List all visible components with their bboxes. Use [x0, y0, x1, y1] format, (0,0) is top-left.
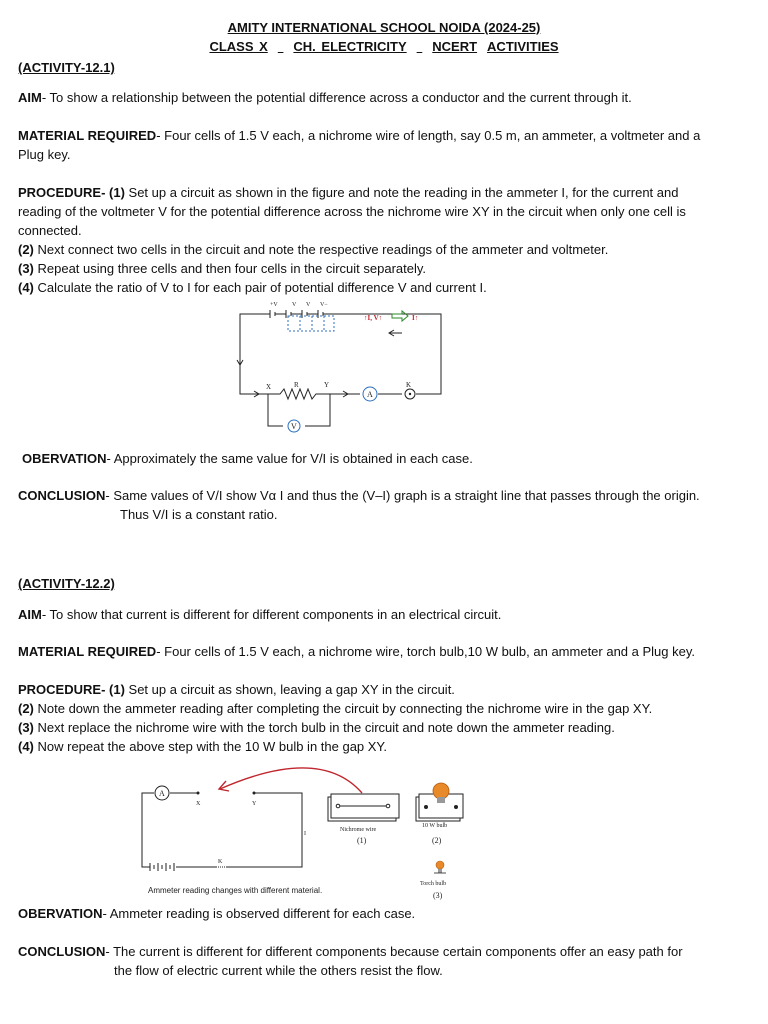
step-number: (3)	[18, 261, 34, 276]
plug-key-icon	[405, 389, 415, 399]
step-text: Next replace the nichrome wire with the torch bulb in the circuit and note down the ammeter reading.	[33, 720, 615, 735]
activity-2-aim	[18, 605, 753, 624]
material-text: - Four cells of 1.5 V each, a nichrome wire of length, say 0.5 m, an ammeter, a voltmeter and a	[156, 128, 701, 143]
circuit-diagram-2	[130, 755, 480, 905]
cell-group-box	[288, 316, 334, 331]
key-label: K	[406, 381, 412, 389]
voltmeter-icon	[288, 420, 300, 432]
conclusion-text-2: the flow of electric current while the others resist the flow.	[114, 963, 443, 978]
chapter-label: CH. ELECTRICITY	[293, 39, 407, 54]
activity-1-conclusion	[18, 486, 753, 524]
activity-2-conclusion	[18, 942, 753, 980]
green-arrow-icon	[392, 311, 408, 321]
step-text: connected.	[18, 223, 82, 238]
step-text: reading of the voltmeter V for the potential difference across the nichrome wire XY in the circuit when only one cell is	[18, 204, 686, 219]
step-text: Next connect two cells in the circuit and note the respective readings of the ammeter and voltmeter.	[33, 242, 609, 257]
cell-label: V	[292, 302, 297, 308]
activities-label: ACTIVITIES	[487, 39, 559, 54]
observation-text: - Approximately the same value for V/I is obtained in each case.	[106, 451, 473, 466]
conclusion-label: CONCLUSION	[18, 944, 106, 959]
school-title: AMITY INTERNATIONAL SCHOOL NOIDA (2024-25)	[227, 20, 541, 35]
conclusion-text: - Same values of V/I show Vα I and thus the (V–I) graph is a straight line that passes through the origin.	[105, 488, 700, 503]
ammeter-icon	[155, 786, 169, 800]
step-text: Note down the ammeter reading after completing the circuit by connecting the nichrome wire in the gap XY.	[33, 701, 653, 716]
i-label: I	[304, 831, 306, 837]
aim-label: AIM	[18, 607, 42, 622]
activity-2-procedure	[18, 680, 753, 756]
x-label: X	[196, 801, 201, 807]
step-text: Now repeat the above step with the 10 W bulb in the gap XY.	[33, 739, 388, 754]
step-number: (1)	[109, 185, 125, 200]
cell-label: +V	[270, 302, 278, 308]
material-text: - Four cells of 1.5 V each, a nichrome wire, torch bulb,10 W bulb, an ammeter and a Plug key.	[156, 644, 695, 659]
cell-label: V−	[320, 302, 328, 308]
cell-label: V	[306, 302, 311, 308]
key-label: K	[218, 859, 223, 865]
voltmeter-symbol: V	[291, 422, 297, 431]
step-text: Set up a circuit as shown, leaving a gap XY in the circuit.	[124, 682, 455, 697]
activity-2-observation	[18, 904, 753, 923]
conclusion-text-2: Thus V/I is a constant ratio.	[120, 507, 278, 522]
circuit-diagram-1	[230, 298, 460, 438]
activity-1-observation	[22, 449, 757, 468]
torch-bulb-icon	[434, 861, 446, 873]
nichrome-number: (1)	[357, 836, 367, 845]
ammeter-icon	[363, 387, 377, 401]
y-label: Y	[324, 381, 330, 389]
aim-text: - To show a relationship between the potential difference across a conductor and the current through it.	[41, 90, 632, 105]
aim-text: - To show that current is different for different components in an electrical circuit.	[41, 607, 502, 622]
material-text-2: Plug key.	[18, 147, 71, 162]
torch-bulb-number: (3)	[433, 891, 443, 900]
activity-1-title: (ACTIVITY-12.1)	[18, 60, 115, 75]
current-arrow-label: I↑	[412, 314, 419, 322]
current-voltage-arrow-label: ↑I, V↑	[364, 314, 383, 322]
material-label: MATERIAL REQUIRED	[18, 128, 157, 143]
ten-watt-bulb-icon	[416, 783, 463, 821]
conclusion-text: - The current is different for different components because certain components offer an easy path for	[105, 944, 683, 959]
observation-label: OBERVATION	[18, 906, 103, 921]
nichrome-wire-board-icon	[328, 794, 399, 821]
observation-text: - Ammeter reading is observed different for each case.	[102, 906, 416, 921]
procedure-label: PROCEDURE-	[18, 185, 106, 200]
step-text: Set up a circuit as shown in the figure and note the reading in the ammeter I, for the current and	[124, 185, 679, 200]
material-label: MATERIAL REQUIRED	[18, 644, 157, 659]
aim-label: AIM	[18, 90, 42, 105]
torch-bulb-label: Torch bulb	[420, 881, 447, 887]
step-number: (2)	[18, 701, 34, 716]
ncert-label: NCERT	[432, 39, 478, 54]
ammeter-symbol: A	[367, 390, 373, 399]
step-text: Calculate the ratio of V to I for each pair of potential difference V and current I.	[33, 280, 487, 295]
nichrome-label: Nichrome wire	[340, 827, 377, 833]
activity-1-aim	[18, 88, 753, 107]
step-number: (4)	[18, 739, 34, 754]
step-number: (1)	[109, 682, 125, 697]
y-label: Y	[252, 801, 257, 807]
ammeter-symbol: A	[159, 789, 165, 798]
ten-watt-bulb-number: (2)	[432, 836, 442, 845]
step-number: (4)	[18, 280, 34, 295]
activity-2-material	[18, 642, 753, 661]
class-chapter-line	[0, 39, 768, 54]
activity-1-procedure	[18, 183, 753, 297]
activity-1-material	[18, 126, 753, 164]
conclusion-label: CONCLUSION	[18, 488, 106, 503]
ten-watt-bulb-label: 10 W bulb	[422, 823, 448, 829]
red-curved-arrow-icon	[219, 768, 362, 793]
x-label: X	[266, 383, 272, 391]
activity-2-title: (ACTIVITY-12.2)	[18, 576, 115, 591]
step-number: (3)	[18, 720, 34, 735]
r-label: R	[294, 381, 299, 389]
step-number: (2)	[18, 242, 34, 257]
figure-caption: Ammeter reading changes with different material.	[148, 886, 323, 895]
procedure-label: PROCEDURE-	[18, 682, 106, 697]
step-text: Repeat using three cells and then four cells in the circuit separately.	[33, 261, 427, 276]
observation-label: OBERVATION	[22, 451, 107, 466]
class-label: CLASS X	[209, 39, 268, 54]
